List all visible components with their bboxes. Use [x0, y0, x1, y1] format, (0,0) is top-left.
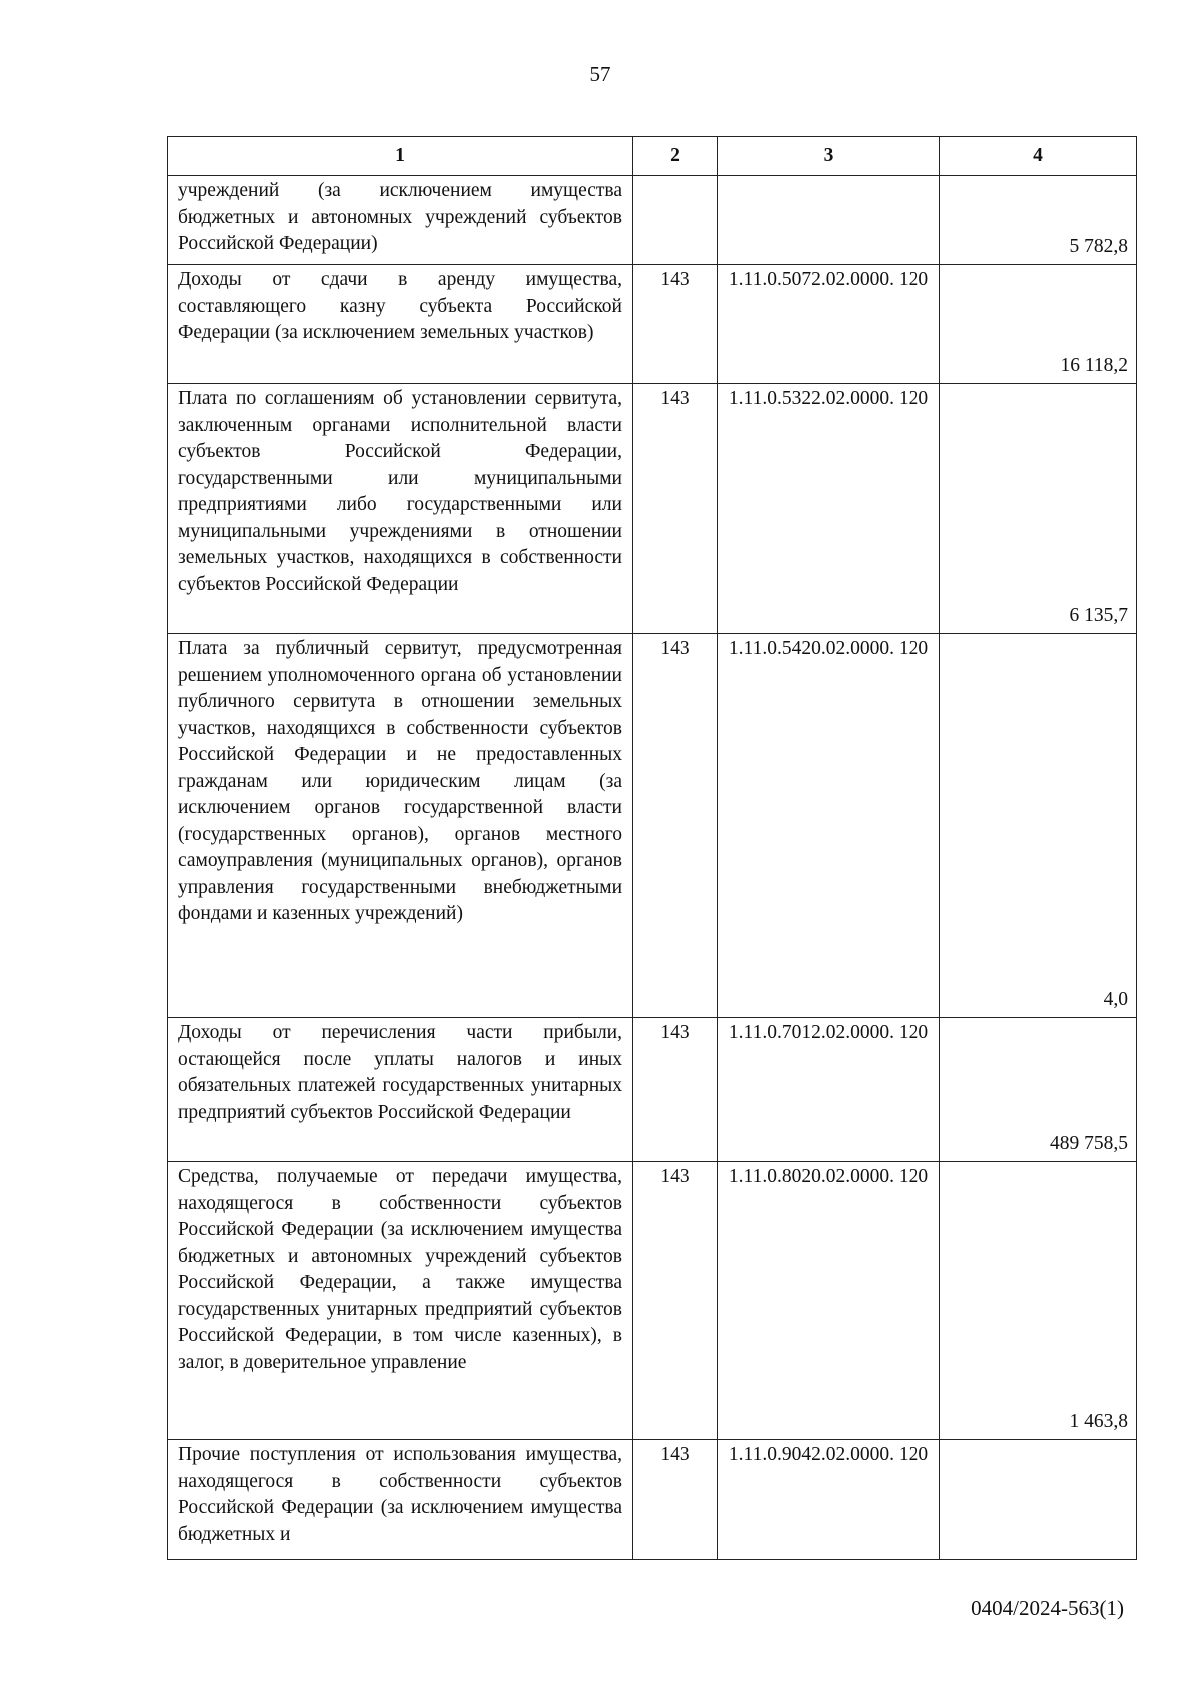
header-col-1: 1 [168, 137, 633, 176]
revenue-name: Прочие поступления от использования имущества, находящегося в собственности субъектов Российской Федерации (за исключением имущества бюджетных и [168, 1440, 633, 1560]
admin-code: 143 [633, 384, 718, 634]
amount: 1 463,8 [940, 1162, 1137, 1440]
revenue-name: Плата по соглашениям об установлении сервитута, заключенным органами исполнительной власти субъектов Российской Федерации, государственными или муниципальными предприятиями либо государственными или муниципальными учреждениями в отношении земельных участков, находящихся в собственности субъектов Российской Федерации [168, 384, 633, 634]
table-row [168, 1018, 1137, 1162]
table-body [168, 176, 1137, 1560]
budget-classification-code: 1.11.0.8020.02.0000. 120 [718, 1162, 940, 1440]
amount [940, 1440, 1137, 1560]
amount: 489 758,5 [940, 1018, 1137, 1162]
table-row [168, 1162, 1137, 1440]
revenue-name: Средства, получаемые от передачи имущества, находящегося в собственности субъектов Российской Федерации (за исключением имущества бюджетных и автономных учреждений субъектов Российской Федерации, а также имущества государственных унитарных предприятий субъектов Российской Федерации, в том числе казенных), в залог, в доверительное управление [168, 1162, 633, 1440]
admin-code: 143 [633, 634, 718, 1018]
table-row [168, 634, 1137, 1018]
header-col-4: 4 [940, 137, 1137, 176]
amount: 6 135,7 [940, 384, 1137, 634]
amount: 5 782,8 [940, 176, 1137, 265]
document-id: 0404/2024-563(1) [971, 1596, 1124, 1620]
budget-classification-code: 1.11.0.9042.02.0000. 120 [718, 1440, 940, 1560]
amount: 4,0 [940, 634, 1137, 1018]
amount: 16 118,2 [940, 265, 1137, 384]
admin-code [633, 176, 718, 265]
header-col-2: 2 [633, 137, 718, 176]
revenue-name: Плата за публичный сервитут, предусмотренная решением уполномоченного органа об установлении публичного сервитута в отношении земельных участков, находящихся в собственности субъектов Российской Федерации и не предоставленных гражданам или юридическим лицам (за исключением органов государственной власти (государственных органов), органов местного самоуправления (муниципальных органов), органов управления государственными внебюджетными фондами и казенных учреждений) [168, 634, 633, 1018]
budget-classification-code: 1.11.0.5322.02.0000. 120 [718, 384, 940, 634]
table-row [168, 1440, 1137, 1560]
page-number: 57 [589, 62, 611, 86]
admin-code: 143 [633, 265, 718, 384]
table-row [168, 265, 1137, 384]
admin-code: 143 [633, 1018, 718, 1162]
revenue-name: учреждений (за исключением имущества бюджетных и автономных учреждений субъектов Российской Федерации) [168, 176, 633, 265]
admin-code: 143 [633, 1162, 718, 1440]
table-row [168, 384, 1137, 634]
budget-classification-code: 1.11.0.5072.02.0000. 120 [718, 265, 940, 384]
revenue-name: Доходы от перечисления части прибыли, остающейся после уплаты налогов и иных обязательных платежей государственных унитарных предприятий субъектов Российской Федерации [168, 1018, 633, 1162]
header-col-3: 3 [718, 137, 940, 176]
revenue-name: Доходы от сдачи в аренду имущества, составляющего казну субъекта Российской Федерации (за исключением земельных участков) [168, 265, 633, 384]
header-row [168, 137, 1137, 176]
admin-code: 143 [633, 1440, 718, 1560]
table-header [168, 137, 1137, 176]
table-row [168, 176, 1137, 265]
budget-revenue-table [167, 136, 1137, 1560]
budget-classification-code [718, 176, 940, 265]
budget-classification-code: 1.11.0.5420.02.0000. 120 [718, 634, 940, 1018]
budget-classification-code: 1.11.0.7012.02.0000. 120 [718, 1018, 940, 1162]
